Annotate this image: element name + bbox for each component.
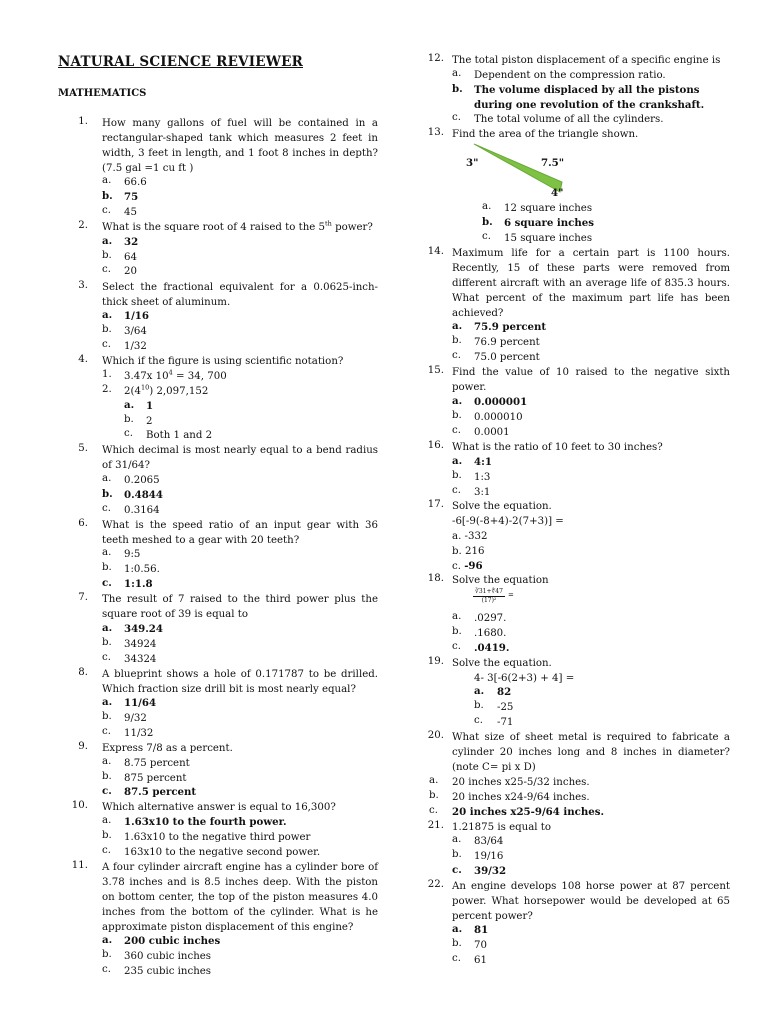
option-a: 20 inches x25-5/32 inches. <box>452 777 590 788</box>
option-c: -71 <box>497 717 514 728</box>
option-b-correct: The volume displaced by all the pistons during one revolution of the crankshaft. <box>474 84 705 111</box>
option-letter: b. <box>474 700 484 711</box>
option-letter: a. <box>102 309 113 321</box>
question-number: 4. <box>78 354 88 365</box>
option-letter: a. <box>102 696 113 708</box>
option-c-correct: 39/32 <box>474 865 507 877</box>
option-letter: a. <box>102 815 112 826</box>
question-text: Solve the equation <box>452 575 549 586</box>
question-number: 13. <box>427 127 444 138</box>
question-number: 20. <box>427 730 444 741</box>
option-letter: a. <box>452 455 463 467</box>
option-letter: c. <box>474 715 483 726</box>
notation-item: $2(4^{10})$ 2,097,152 <box>124 383 209 397</box>
option-letter: a. <box>452 834 462 845</box>
question-text: 1.21875 is equal to <box>452 822 551 833</box>
option-letter: c. <box>102 652 111 663</box>
option-a-correct: 1 <box>146 400 154 412</box>
option-letter: a. <box>102 235 113 247</box>
option-c: 20 <box>124 266 137 277</box>
option-letter: a. <box>474 685 485 697</box>
question-number: 6. <box>78 518 88 529</box>
question-number: 2. <box>78 220 88 231</box>
equals-sign: = <box>508 591 514 599</box>
option-b: 9/32 <box>124 713 147 724</box>
fraction-denominator: (17)² <box>481 597 497 604</box>
equation: -6[-9(-8+4)-2(7+3)] = <box>452 516 564 527</box>
option-letter: a. <box>102 934 113 946</box>
option-a-correct: 1/16 <box>124 310 149 322</box>
option-letter: b. <box>102 250 112 261</box>
option-letter: a. <box>102 175 112 186</box>
option-letter: c. <box>482 231 491 242</box>
question-text: The result of 7 raised to the third power plus the square root of 39 is equal to <box>102 594 378 620</box>
question-text: What is the ratio of 10 feet to 30 inches? <box>452 442 663 453</box>
option-letter: a. <box>482 201 492 212</box>
question-number: 10. <box>71 800 88 811</box>
question-number: 17. <box>427 499 444 510</box>
option-letter: b. <box>102 949 112 960</box>
question-text: What size of sheet metal is required to fabricate a cylinder 20 inches long and 8 inches in diameter? (note C= pi x D) <box>452 732 730 773</box>
option-letter: c. <box>452 485 461 496</box>
option-letter: b. <box>102 711 112 722</box>
item-number: 2. <box>102 384 112 395</box>
option-letter: c. <box>124 428 133 439</box>
option-letter: c. <box>102 577 112 589</box>
section-heading: MATHEMATICS <box>58 88 147 99</box>
question-number: 3. <box>78 280 88 291</box>
option-a: 66.6 <box>124 177 147 188</box>
option-letter: c. <box>429 805 438 816</box>
option-a: 83/64 <box>474 836 504 847</box>
option-a-correct: 81 <box>474 924 489 936</box>
option-letter: c. <box>102 503 111 514</box>
option-letter: b. <box>102 324 112 335</box>
option-letter: b. <box>102 488 113 500</box>
option-c: 45 <box>124 207 137 218</box>
option-letter: c. <box>452 641 461 652</box>
option-letter: c. <box>102 785 112 797</box>
option-a-correct: 82 <box>497 686 512 698</box>
question-text: What is the square root of 4 raised to the 5th power? <box>102 219 373 233</box>
equation: 4- 3[-6(2+3) + 4] = <box>474 673 575 684</box>
triangle-side-label: 3" <box>466 157 479 169</box>
option-b: 70 <box>474 940 487 951</box>
option-a-correct: 200 cubic inches <box>124 935 221 947</box>
option-letter: a. <box>124 399 135 411</box>
option-c: 0.0001 <box>474 427 510 438</box>
option-letter: b. <box>452 470 462 481</box>
option-letter: a. <box>452 395 463 407</box>
option-a: 9:5 <box>124 549 141 560</box>
question-text: Select the fractional equivalent for a 0.0625-inch-thick sheet of aluminum. <box>102 282 378 308</box>
question-number: 16. <box>427 440 444 451</box>
question-text: Maximum life for a certain part is 1100 hours. Recently, 15 of these parts were removed from different aircraft with an average life of 835.3 hours. What percent of the maximum part life has been achieved? <box>452 248 730 319</box>
option-b: 76.9 percent <box>474 337 540 348</box>
option-b-correct: 0.4844 <box>124 489 163 501</box>
question-text: Solve the equation. <box>452 501 552 512</box>
question-text: The total piston displacement of a specific engine is <box>452 55 721 66</box>
question-number: 15. <box>427 365 444 376</box>
option-letter: a. <box>452 68 462 79</box>
option-c-correct: .0419. <box>474 642 510 654</box>
option-b: 360 cubic inches <box>124 951 212 962</box>
question-text: A four cylinder aircraft engine has a cylinder bore of 3.78 inches and is 8.5 inches deep. With the piston on bottom center, the top of the piston measures 4.0 inches from the bottom of the cylinder. What is he approximate piston displacement of this engine? <box>102 862 378 933</box>
fraction-numerator: ∛31+∜47 <box>475 588 503 595</box>
option-letter: a. <box>102 473 112 484</box>
option-a: 12 square inches <box>504 203 593 214</box>
question-text: A blueprint shows a hole of 0.171787 to be drilled. Which fraction size drill bit is most nearly equal? <box>102 669 378 695</box>
option-c: 34324 <box>124 654 157 665</box>
question-number: 19. <box>427 656 444 667</box>
option-letter: b. <box>452 849 462 860</box>
question-text: Find the area of the triangle shown. <box>452 129 639 140</box>
question-number: 7. <box>78 592 88 603</box>
option-letter: b. <box>102 562 112 573</box>
page-title: NATURAL SCIENCE REVIEWER <box>58 54 304 70</box>
option-c: 61 <box>474 955 487 966</box>
option-b: 1:0.56. <box>124 564 160 575</box>
option-letter: c. <box>452 953 461 964</box>
option-letter: b. <box>452 938 462 949</box>
option-letter: b. <box>482 216 493 228</box>
question-number: 9. <box>78 741 88 752</box>
option-a-correct: 4:1 <box>474 456 492 468</box>
notation-item: 3.47x $10^4 = 34$, 700 <box>124 368 227 382</box>
option-letter: c. <box>102 339 111 350</box>
option-b: b. 216 <box>452 546 485 557</box>
option-letter: b. <box>429 790 439 801</box>
option-c-correct: c. -96 <box>452 560 483 572</box>
question-text: Express 7/8 as a percent. <box>102 743 233 754</box>
question-text: Which alternative answer is equal to 16,300? <box>102 802 336 813</box>
option-letter: c. <box>452 864 462 876</box>
question-text: Solve the equation. <box>452 658 552 669</box>
option-letter: a. <box>102 622 113 634</box>
option-letter: c. <box>102 964 111 975</box>
question-number: 14. <box>427 246 444 257</box>
item-number: 1. <box>102 369 112 380</box>
option-a: a. -332 <box>452 531 488 542</box>
option-letter: c. <box>102 726 111 737</box>
fraction-equation <box>473 588 505 605</box>
question-number: 21. <box>427 820 444 831</box>
option-letter: b. <box>102 190 113 202</box>
option-c: 1/32 <box>124 341 147 352</box>
option-b: 3/64 <box>124 326 147 337</box>
option-a-correct: 0.000001 <box>474 396 528 408</box>
option-letter: c. <box>102 264 111 275</box>
triangle-side-label: 7.5" <box>541 157 565 169</box>
option-a-correct: 1.63x10 to the fourth power. <box>124 816 287 828</box>
option-b: 2 <box>146 416 153 427</box>
question-number: 18. <box>427 573 444 584</box>
option-letter: b. <box>102 830 112 841</box>
option-letter: c. <box>102 205 111 216</box>
option-a-correct: 75.9 percent <box>474 321 547 333</box>
question-number: 8. <box>78 667 88 678</box>
option-letter: b. <box>452 83 463 95</box>
option-a-correct: 349.24 <box>124 623 163 635</box>
option-letter: a. <box>102 756 112 767</box>
option-b: 875 percent <box>124 773 187 784</box>
option-a: Dependent on the compression ratio. <box>474 70 666 81</box>
option-b: 1.63x10 to the negative third power <box>124 832 311 843</box>
question-text: Find the value of 10 raised to the negative sixth power. <box>452 367 730 393</box>
option-c-correct: 20 inches x25-9/64 inches. <box>452 806 605 818</box>
option-letter: a. <box>102 547 112 558</box>
question-text: What is the speed ratio of an input gear with 36 teeth meshed to a gear with 20 teeth? <box>102 520 378 546</box>
option-b: 19/16 <box>474 851 504 862</box>
option-letter: b. <box>452 410 462 421</box>
option-b-correct: 75 <box>124 191 139 203</box>
question-text: How many gallons of fuel will be contained in a rectangular-shaped tank which measures 2 feet in width, 3 feet in length, and 1 foot 8 inches in depth? (7.5 gal =1 cu ft ) <box>102 118 378 174</box>
question-number: 1. <box>78 116 88 127</box>
option-c-correct: 1:1.8 <box>124 578 153 590</box>
option-letter: a. <box>429 775 439 786</box>
option-c: 11/32 <box>124 728 154 739</box>
question-number: 11. <box>71 860 88 871</box>
option-a: 0.2065 <box>124 475 160 486</box>
option-a-correct: 11/64 <box>124 697 157 709</box>
option-b: .1680. <box>474 628 507 639</box>
option-letter: c. <box>452 350 461 361</box>
question-number: 5. <box>78 443 88 454</box>
option-a-correct: 32 <box>124 236 139 248</box>
option-letter: a. <box>452 923 463 935</box>
option-letter: b. <box>124 414 134 425</box>
option-letter: b. <box>452 335 462 346</box>
option-letter: a. <box>452 320 463 332</box>
question-text: Which if the figure is using scientific notation? <box>102 356 344 367</box>
option-letter: c. <box>452 425 461 436</box>
triangle-side-label: 4" <box>551 187 564 199</box>
question-text: Which decimal is most nearly equal to a bend radius of 31/64? <box>102 445 378 471</box>
option-c: 75.0 percent <box>474 352 540 363</box>
question-text: An engine develops 108 horse power at 87 percent power. What horsepower would be developed at 65 percent power? <box>452 881 730 922</box>
question-number: 12. <box>427 53 444 64</box>
option-c: 15 square inches <box>504 233 593 244</box>
option-letter: a. <box>452 611 462 622</box>
option-b-correct: 6 square inches <box>504 217 595 229</box>
option-b: 20 inches x24-9/64 inches. <box>452 792 590 803</box>
option-a: 8.75 percent <box>124 758 190 769</box>
option-c: 3:1 <box>474 487 491 498</box>
option-letter: c. <box>452 112 461 123</box>
option-b: 0.000010 <box>474 412 523 423</box>
question-number: 22. <box>427 879 444 890</box>
option-b: 1:3 <box>474 472 491 483</box>
option-b: -25 <box>497 702 514 713</box>
option-c-correct: 87.5 percent <box>124 786 197 798</box>
option-b: 34924 <box>124 639 157 650</box>
option-c: The total volume of all the cylinders. <box>474 114 664 125</box>
option-letter: b. <box>102 637 112 648</box>
option-letter: b. <box>452 626 462 637</box>
option-c: 235 cubic inches <box>124 966 212 977</box>
option-b: 64 <box>124 252 137 263</box>
option-c: 163x10 to the negative second power. <box>124 847 321 858</box>
option-letter: c. <box>102 845 111 856</box>
option-c: 0.3164 <box>124 505 160 516</box>
option-letter: b. <box>102 771 112 782</box>
option-a: .0297. <box>474 613 507 624</box>
option-c: Both 1 and 2 <box>146 430 213 441</box>
